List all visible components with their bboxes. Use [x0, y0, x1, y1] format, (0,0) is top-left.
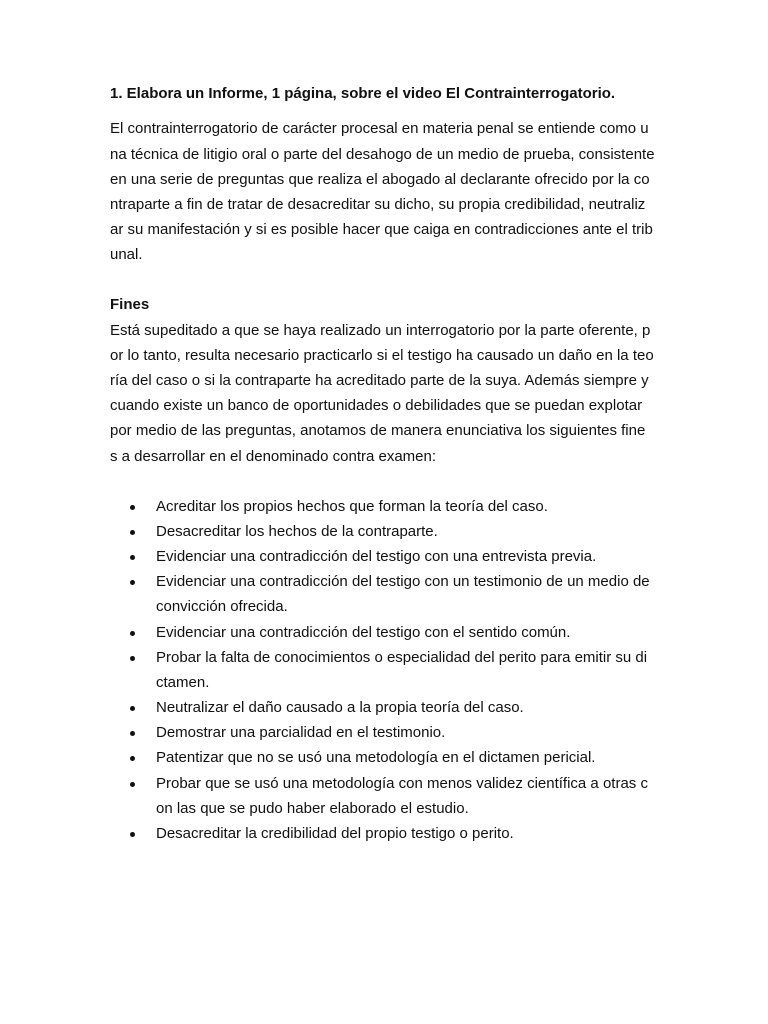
bullet-text: Evidenciar una contradicción del testigo con un testimonio de un medio de: [156, 573, 650, 590]
bullet-text: ctamen.: [156, 674, 210, 691]
intro-line: El contrainterrogatorio de carácter procesal en materia penal se entiende como u: [110, 120, 649, 137]
bullet-text: Desacreditar los hechos de la contraparte.: [156, 523, 438, 540]
fines-line: cuando existe un banco de oportunidades o debilidades que se puedan explotar: [110, 397, 643, 414]
fines-line: por medio de las preguntas, anotamos de manera enunciativa los siguientes fine: [110, 422, 646, 439]
bullet-text: Demostrar una parcialidad en el testimonio.: [156, 724, 446, 741]
section-title-fines: Fines: [110, 296, 150, 313]
bullet-icon: [130, 731, 135, 736]
intro-line: na técnica de litigio oral o parte del desahogo de un medio de prueba, consistente: [110, 146, 655, 163]
bullet-text: Evidenciar una contradicción del testigo con una entrevista previa.: [156, 548, 597, 565]
fines-line: ría del caso o si la contraparte ha acreditado parte de la suya. Además siempre y: [110, 372, 649, 389]
document-heading: 1. Elabora un Informe, 1 página, sobre el video El Contrainterrogatorio.: [110, 85, 616, 102]
fines-line: Está supeditado a que se haya realizado un interrogatorio por la parte oferente, p: [110, 322, 651, 339]
bullet-text: Acreditar los propios hechos que forman la teoría del caso.: [156, 498, 548, 515]
fines-line: or lo tanto, resulta necesario practicarlo si el testigo ha causado un daño en la teo: [110, 347, 654, 364]
bullet-text: Probar la falta de conocimientos o especialidad del perito para emitir su di: [156, 649, 648, 666]
fines-line: s a desarrollar en el denominado contra examen:: [110, 448, 437, 465]
bullet-icon: [130, 631, 135, 636]
bullet-text: on las que se pudo haber elaborado el estudio.: [156, 800, 469, 817]
intro-line: ntraparte a fin de tratar de desacreditar su dicho, su propia credibilidad, neutraliz: [110, 196, 646, 213]
intro-line: unal.: [110, 246, 143, 263]
bullet-text: convicción ofrecida.: [156, 598, 288, 615]
bullet-text: Desacreditar la credibilidad del propio testigo o perito.: [156, 825, 514, 842]
bullet-icon: [130, 555, 135, 560]
bullet-icon: [130, 530, 135, 535]
bullet-icon: [130, 706, 135, 711]
bullet-icon: [130, 505, 135, 510]
bullet-icon: [130, 782, 135, 787]
intro-line: ar su manifestación y si es posible hacer que caiga en contradicciones ante el trib: [110, 221, 653, 238]
bullet-text: Patentizar que no se usó una metodología en el dictamen pericial.: [156, 749, 596, 766]
bullet-text: Neutralizar el daño causado a la propia teoría del caso.: [156, 699, 524, 716]
bullet-icon: [130, 656, 135, 661]
intro-line: en una serie de preguntas que realiza el abogado al declarante ofrecido por la co: [110, 171, 650, 188]
bullet-text: Probar que se usó una metodología con menos validez científica a otras c: [156, 775, 648, 792]
bullet-icon: [130, 756, 135, 761]
bullet-icon: [130, 580, 135, 585]
bullet-text: Evidenciar una contradicción del testigo con el sentido común.: [156, 624, 571, 641]
bullet-icon: [130, 832, 135, 837]
